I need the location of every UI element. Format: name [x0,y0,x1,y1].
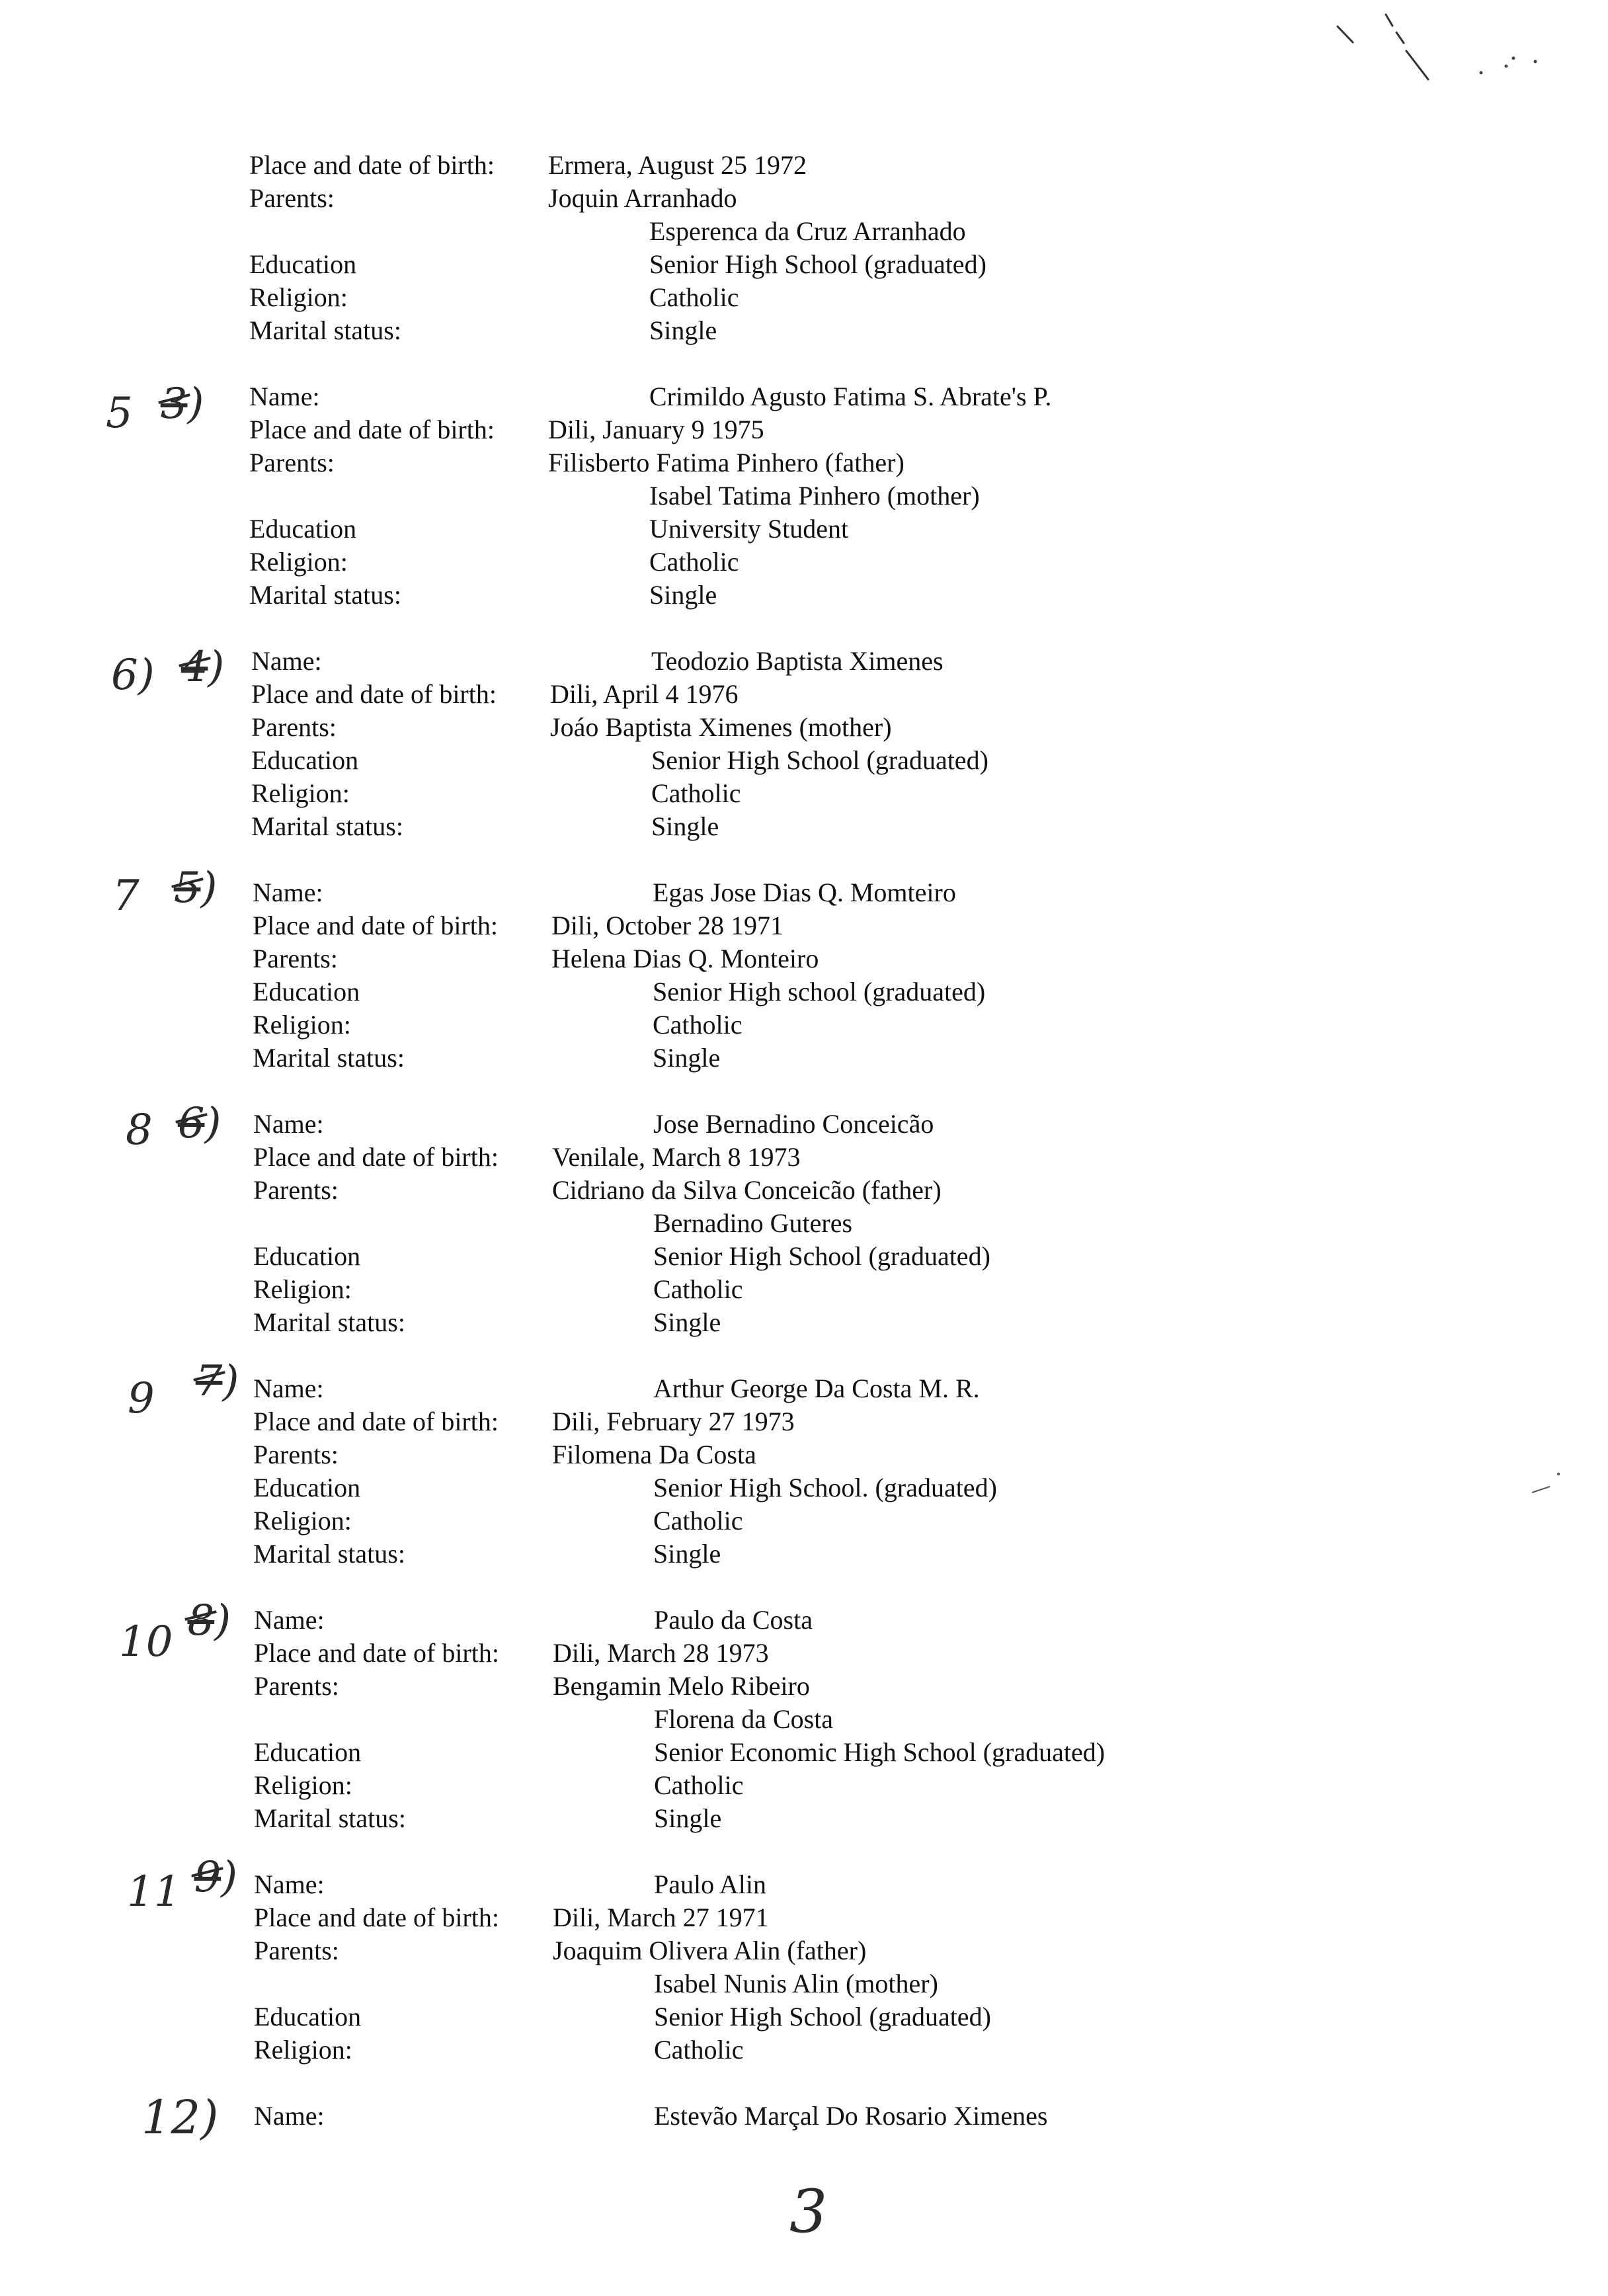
parent-value: Filomena Da Costa [552,1440,756,1469]
birth-value: Dili, March 28 1973 [553,1638,769,1668]
parent-value: Florena da Costa [654,1704,834,1734]
name-label: Name: [253,1109,324,1139]
handwritten-record-number [119,1596,231,1666]
religion-label: Religion: [251,778,350,808]
handwritten-number: 10 [119,1618,173,1666]
struck-number: 4 [181,643,208,692]
person-record [0,1596,1608,1842]
parent-value: Cidriano da Silva Conceicão (father) [552,1175,942,1205]
handwritten-record-number [128,1357,239,1423]
parents-label: Parents: [253,944,338,973]
parent-value: Helena Dias Q. Monteiro [551,944,819,973]
struck-number: 3 [160,380,188,429]
handwritten-record-number [126,1099,221,1155]
education-label: Education [249,514,357,544]
parents-label: Parents: [253,1175,339,1205]
birth-value: Ermera, August 25 1972 [548,150,807,180]
parents-label: Parents: [249,183,335,213]
person-record [0,2090,1608,2145]
education-label: Education [251,745,359,775]
education-value: Senior High School (graduated) [654,2002,991,2031]
education-value: Senior Economic High School (graduated) [654,1737,1106,1767]
handwritten-number: 12) [141,2090,219,2145]
parent-value: Joáo Baptista Ximenes (mother) [550,712,892,742]
name-label: Name: [254,1869,325,1899]
marital-status-value: Single [651,811,719,841]
birth-label: Place and date of birth: [253,1142,499,1172]
person-record [0,380,1608,618]
person-record [0,149,1608,387]
struck-number: 6 [177,1099,205,1148]
parent-value: Esperenca da Cruz Arranhado [649,216,966,246]
person-record [0,1357,1608,1610]
religion-label: Religion: [253,1010,351,1040]
education-value: Senior High School (graduated) [653,1241,990,1271]
name-value: Egas Jose Dias Q. Momteiro [653,878,956,907]
religion-value: Catholic [649,282,739,312]
birth-label: Place and date of birth: [249,415,495,444]
struck-number-suffix: ) [187,380,204,429]
birth-value: Dili, January 9 1975 [548,415,764,444]
scan-artifact [1322,13,1560,93]
parents-label: Parents: [253,1440,339,1469]
name-label: Name: [253,878,323,907]
marital-status-label: Marital status: [249,580,401,610]
religion-value: Catholic [651,778,741,808]
struck-number: 9 [194,1853,221,1902]
birth-value: Dili, April 4 1976 [550,679,739,709]
parent-value: Bernadino Guteres [653,1208,853,1238]
religion-label: Religion: [253,1506,352,1536]
religion-value: Catholic [649,547,739,577]
page-number: 3 [789,2177,828,2246]
education-value: University Student [649,514,849,544]
marital-status-value: Single [653,1539,721,1569]
name-label: Name: [253,1374,324,1403]
struck-number: 5 [173,864,201,913]
handwritten-number: 11 [127,1867,181,1916]
marital-status-label: Marital status: [253,1307,405,1337]
birth-value: Dili, February 27 1973 [552,1407,795,1436]
name-label: Name: [254,1605,325,1635]
parent-value: Isabel Nunis Alin (mother) [654,1969,938,1998]
birth-label: Place and date of birth: [251,679,497,709]
struck-number-suffix: ) [204,1099,221,1148]
name-value: Paulo da Costa [654,1605,813,1635]
parent-value: Filisberto Fatima Pinhero (father) [548,448,904,477]
marital-status-label: Marital status: [249,315,401,345]
religion-label: Religion: [249,547,348,577]
marital-status-value: Single [654,1803,722,1833]
marital-status-label: Marital status: [253,1043,405,1073]
religion-value: Catholic [653,1274,743,1304]
parent-value: Bengamin Melo Ribeiro [553,1671,810,1701]
birth-label: Place and date of birth: [254,1638,499,1668]
handwritten-record-number [106,380,204,438]
birth-label: Place and date of birth: [253,911,498,940]
birth-value: Venilale, March 8 1973 [552,1142,801,1172]
handwritten-number: 8 [126,1106,153,1155]
religion-label: Religion: [254,2035,352,2065]
name-label: Name: [254,2101,325,2131]
birth-label: Place and date of birth: [254,1903,499,1932]
birth-value: Dili, March 27 1971 [553,1903,769,1932]
name-value: Arthur George Da Costa M. R. [653,1374,980,1403]
name-label: Name: [249,382,320,411]
struck-number-suffix: ) [221,1853,238,1902]
struck-number-suffix: ) [222,1357,239,1406]
struck-number-suffix: ) [208,643,225,692]
marital-status-value: Single [653,1043,721,1073]
religion-value: Catholic [654,1770,744,1800]
education-value: Senior High School. (graduated) [653,1473,997,1502]
religion-value: Catholic [653,1506,743,1536]
struck-number-suffix: ) [214,1596,231,1645]
religion-label: Religion: [253,1274,352,1304]
name-value: Crimildo Agusto Fatima S. Abrate's P. [649,382,1052,411]
marital-status-value: Single [649,580,717,610]
education-label: Education [254,1737,362,1767]
education-value: Senior High School (graduated) [649,249,986,279]
name-label: Name: [251,646,322,676]
name-value: Estevão Marçal Do Rosario Ximenes [654,2101,1048,2131]
handwritten-record-number [141,2090,219,2145]
religion-label: Religion: [254,1770,352,1800]
education-label: Education [253,1473,361,1502]
parents-label: Parents: [254,1936,339,1965]
name-value: Paulo Alin [654,1869,767,1899]
handwritten-record-number [111,643,225,700]
birth-label: Place and date of birth: [253,1407,499,1436]
handwritten-record-number [127,1853,238,1916]
marital-status-label: Marital status: [251,811,403,841]
struck-number: 8 [187,1596,215,1645]
education-label: Education [253,1241,361,1271]
handwritten-record-number [112,864,218,921]
person-record [0,1099,1608,1346]
birth-value: Dili, October 28 1971 [551,911,784,940]
parents-label: Parents: [249,448,335,477]
handwritten-number: 7 [112,872,140,921]
marital-status-label: Marital status: [253,1539,405,1569]
birth-label: Place and date of birth: [249,150,495,180]
person-record [0,864,1608,1114]
parent-value: Joquin Arranhado [548,183,737,213]
parents-label: Parents: [251,712,337,742]
person-record [0,645,1608,883]
education-value: Senior High School (graduated) [651,745,988,775]
parent-value: Joaquim Olivera Alin (father) [553,1936,867,1965]
handwritten-number: 9 [128,1374,155,1423]
religion-label: Religion: [249,282,348,312]
education-label: Education [249,249,357,279]
parent-value: Isabel Tatima Pinhero (mother) [649,481,980,511]
handwritten-number: 6) [111,651,155,700]
parents-label: Parents: [254,1671,339,1701]
marital-status-value: Single [653,1307,721,1337]
marital-status-label: Marital status: [254,1803,406,1833]
name-value: Jose Bernadino Conceicão [653,1109,934,1139]
marital-status-value: Single [649,315,717,345]
education-label: Education [253,977,360,1006]
education-label: Education [254,2002,362,2031]
education-value: Senior High school (graduated) [653,977,986,1006]
religion-value: Catholic [653,1010,743,1040]
person-record [0,1853,1608,2106]
struck-number: 7 [195,1357,223,1406]
handwritten-number: 5 [106,389,133,438]
name-value: Teodozio Baptista Ximenes [651,646,944,676]
struck-number-suffix: ) [200,864,218,913]
religion-value: Catholic [654,2035,744,2065]
